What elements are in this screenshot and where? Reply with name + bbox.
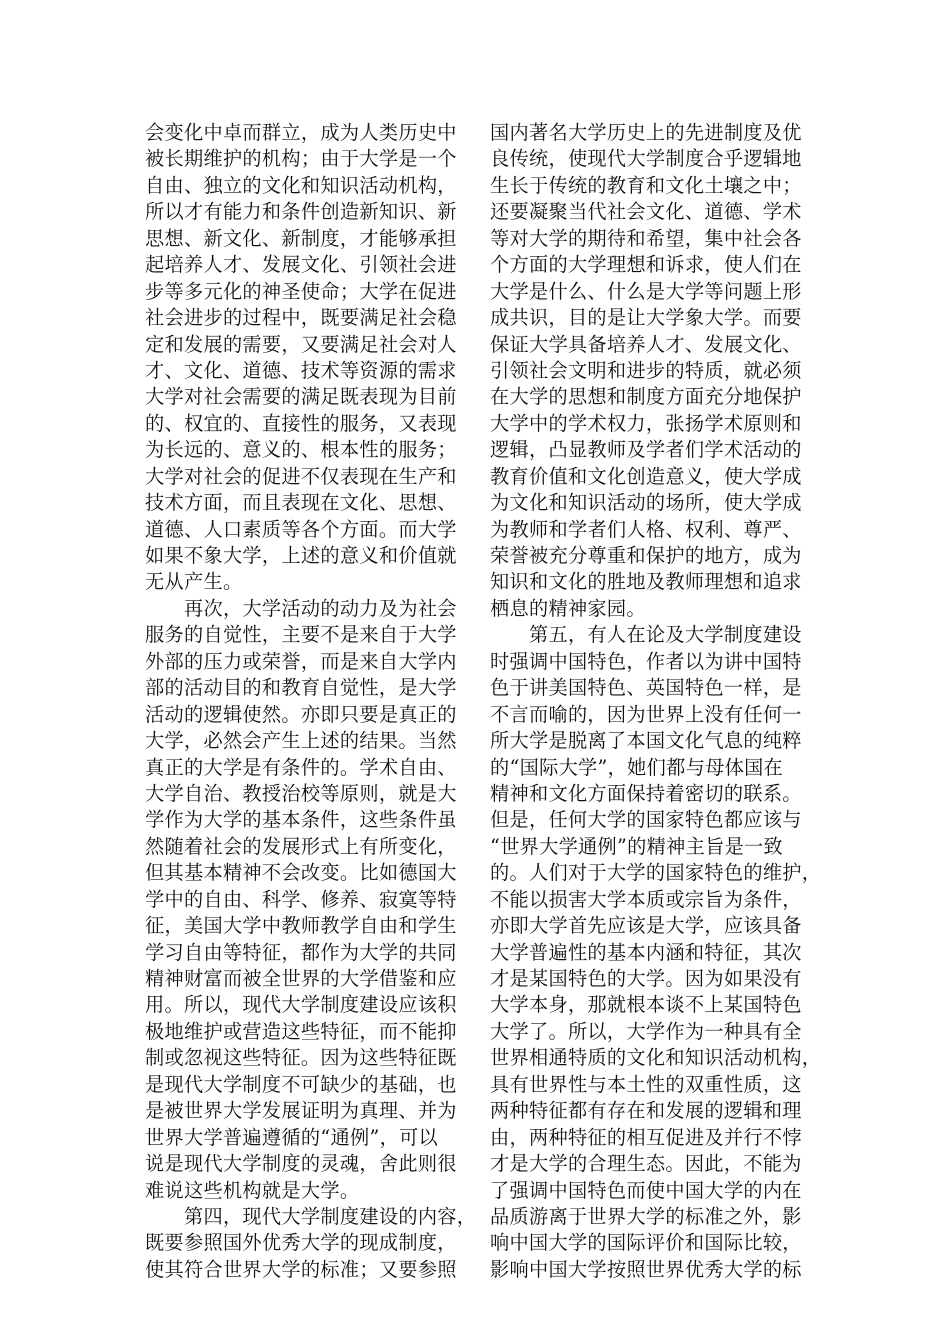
text-line: 定和发展的需要，又要满足社会对人 bbox=[145, 332, 457, 356]
text-line: 道德、人口素质等各个方面。而大学 bbox=[145, 517, 457, 541]
text-line: 所以才有能力和条件创造新知识、新 bbox=[145, 200, 457, 224]
text-line: 亦即大学首先应该是大学，应该具备 bbox=[490, 914, 802, 938]
text-line: 不言而喻的，因为世界上没有任何一 bbox=[490, 702, 802, 726]
text-line: 还要凝聚当代社会文化、道德、学术 bbox=[490, 200, 802, 224]
text-line: 引领社会文明和进步的特质，就必须 bbox=[490, 358, 802, 382]
text-line: 大学中的学术权力，张扬学术原则和 bbox=[490, 411, 802, 435]
text-line: 大学对社会的促进不仅表现在生产和 bbox=[145, 464, 457, 488]
text-line: 大学，必然会产生上述的结果。当然 bbox=[145, 729, 457, 753]
text-line: 技术方面，而且表现在文化、思想、 bbox=[145, 491, 457, 515]
text-line: 是被世界大学发展证明为真理、并为 bbox=[145, 1099, 457, 1123]
text-line: 用。所以，现代大学制度建设应该积 bbox=[145, 993, 457, 1017]
text-line: 才是大学的合理生态。因此，不能为 bbox=[490, 1152, 802, 1176]
text-line: 为长远的、意义的、根本性的服务； bbox=[145, 438, 457, 462]
text-line: 知识和文化的胜地及教师理想和追求 bbox=[490, 570, 802, 594]
text-line: 品质游离于世界大学的标准之外，影 bbox=[490, 1204, 802, 1228]
text-line: 时强调中国特色，作者以为讲中国特 bbox=[490, 649, 802, 673]
text-line: 具有世界性与本土性的双重性质，这 bbox=[490, 1072, 802, 1096]
text-line: 大学本身，那就根本谈不上某国特色 bbox=[490, 993, 802, 1017]
text-line: 的、权宜的、直接性的服务，又表现 bbox=[145, 411, 457, 435]
text-line: 再次，大学活动的动力及为社会 bbox=[145, 596, 457, 620]
text-line: 的。人们对于大学的国家特色的维护， bbox=[490, 861, 822, 885]
text-line: 荣誉被充分尊重和保护的地方，成为 bbox=[490, 544, 802, 567]
text-line: 大学自治、教授治校等原则，就是大 bbox=[145, 781, 457, 805]
text-line: 所大学是脱离了本国文化气息的纯粹 bbox=[490, 729, 802, 753]
text-line: “世界大学通例”的精神主旨是一致 bbox=[490, 834, 784, 858]
text-line: 为文化和知识活动的场所，使大学成 bbox=[490, 491, 802, 515]
text-line: 影响中国大学按照世界优秀大学的标 bbox=[490, 1257, 802, 1281]
text-line: 思想、新文化、新制度，才能够承担 bbox=[145, 226, 457, 250]
text-line: 大学普遍性的基本内涵和特征，其次 bbox=[490, 940, 802, 964]
text-line: 学习自由等特征，都作为大学的共同 bbox=[145, 940, 457, 964]
text-line: 是现代大学制度不可缺少的基础，也 bbox=[145, 1072, 457, 1096]
text-line: 大学了。所以，大学作为一种具有全 bbox=[490, 1019, 802, 1043]
text-line: 服务的自觉性，主要不是来自于大学 bbox=[145, 623, 457, 647]
text-line: 极地维护或营造这些特征，而不能抑 bbox=[145, 1019, 457, 1043]
text-line: 才、文化、道德、技术等资源的需求 bbox=[145, 358, 457, 382]
text-line: 国内著名大学历史上的先进制度及优 bbox=[490, 121, 802, 144]
text-line: 步等多元化的神圣使命；大学在促进 bbox=[145, 279, 457, 303]
text-line: 说是现代大学制度的灵魂，舍此则很 bbox=[145, 1152, 457, 1176]
text-line: 成共识，目的是让大学象大学。而要 bbox=[490, 306, 802, 330]
text-line: 等对大学的期待和希望，集中社会各 bbox=[490, 226, 802, 250]
text-line: 不能以损害大学本质或宗旨为条件， bbox=[490, 887, 802, 911]
text-line: 由，两种特征的相互促进及并行不悖 bbox=[490, 1125, 802, 1149]
text-line: 如果不象大学，上述的意义和价值就 bbox=[145, 544, 457, 567]
text-line: 学中的自由、科学、修养、寂寞等特 bbox=[145, 887, 457, 911]
text-line: 被长期维护的机构；由于大学是一个 bbox=[145, 147, 457, 171]
text-line: 精神和文化方面保持着密切的联系。 bbox=[490, 781, 802, 805]
text-line: 第五，有人在论及大学制度建设 bbox=[490, 623, 802, 647]
text-line: 教育价值和文化创造意义，使大学成 bbox=[490, 464, 802, 488]
text-line: 无从产生。 bbox=[145, 570, 243, 594]
text-line: 但是，任何大学的国家特色都应该与 bbox=[490, 808, 802, 832]
text-line: 然随着社会的发展形式上有所变化， bbox=[145, 834, 457, 858]
left-text-column bbox=[145, 120, 477, 1283]
text-line: 起培养人才、发展文化、引领社会进 bbox=[145, 253, 457, 277]
text-line: 良传统，使现代大学制度合乎逻辑地 bbox=[490, 147, 802, 171]
text-line: 精神财富而被全世界的大学借鉴和应 bbox=[145, 967, 457, 990]
text-line: 响中国大学的国际评价和国际比较， bbox=[490, 1231, 802, 1255]
text-line: 难说这些机构就是大学。 bbox=[145, 1178, 360, 1202]
text-line: 个方面的大学理想和诉求，使人们在 bbox=[490, 253, 802, 277]
text-line: 外部的压力或荣誉，而是来自大学内 bbox=[145, 649, 457, 673]
text-line: 世界相通特质的文化和知识活动机构， bbox=[490, 1046, 822, 1070]
text-line: 大学对社会需要的满足既表现为目前 bbox=[145, 385, 457, 409]
text-line: 生长于传统的教育和文化土壤之中； bbox=[490, 173, 802, 197]
text-line: 部的活动目的和教育自觉性，是大学 bbox=[145, 676, 457, 700]
text-line: 会变化中卓而群立，成为人类历史中 bbox=[145, 121, 457, 144]
text-line: 自由、独立的文化和知识活动机构， bbox=[145, 173, 457, 197]
text-line: 大学是什么、什么是大学等问题上形 bbox=[490, 279, 802, 303]
text-line: 的“国际大学”，她们都与母体国在 bbox=[490, 755, 784, 779]
text-line: 色于讲美国特色、英国特色一样，是 bbox=[490, 676, 802, 700]
text-line: 活动的逻辑使然。亦即只要是真正的 bbox=[145, 702, 457, 726]
text-line: 社会进步的过程中，既要满足社会稳 bbox=[145, 306, 457, 330]
text-line: 了强调中国特色而使中国大学的内在 bbox=[490, 1178, 802, 1202]
text-line: 第四，现代大学制度建设的内容， bbox=[145, 1204, 477, 1228]
text-line: 世界大学普遍遵循的“通例”，可以 bbox=[145, 1125, 439, 1149]
text-line: 才是某国特色的大学。因为如果没有 bbox=[490, 967, 802, 990]
text-line: 制或忽视这些特征。因为这些特征既 bbox=[145, 1046, 457, 1070]
text-line: 学作为大学的基本条件，这些条件虽 bbox=[145, 808, 457, 832]
text-line: 但其基本精神不会改变。比如德国大 bbox=[145, 861, 457, 885]
text-line: 栖息的精神家园。 bbox=[490, 596, 646, 620]
text-line: 为教师和学者们人格、权利、尊严、 bbox=[490, 517, 802, 541]
text-line: 逻辑，凸显教师及学者们学术活动的 bbox=[490, 438, 802, 462]
text-line: 真正的大学是有条件的。学术自由、 bbox=[145, 755, 457, 779]
text-line: 保证大学具备培养人才、发展文化、 bbox=[490, 332, 802, 356]
text-line: 使其符合世界大学的标准；又要参照 bbox=[145, 1257, 457, 1281]
text-line: 既要参照国外优秀大学的现成制度， bbox=[145, 1231, 457, 1255]
text-line: 两种特征都有存在和发展的逻辑和理 bbox=[490, 1099, 802, 1123]
right-text-column bbox=[490, 120, 822, 1283]
text-line: 在大学的思想和制度方面充分地保护 bbox=[490, 385, 802, 409]
text-line: 征，美国大学中教师教学自由和学生 bbox=[145, 914, 457, 938]
